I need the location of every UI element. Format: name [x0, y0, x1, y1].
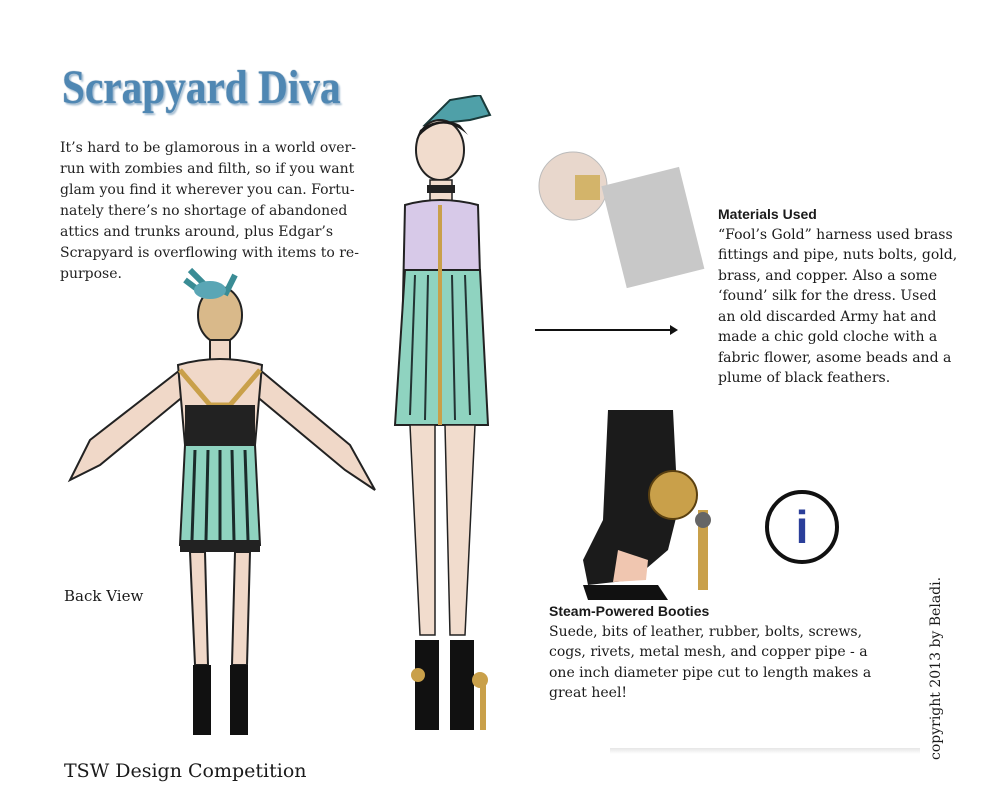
materials-body: “Fool’s Gold” harness used brass fittings and pipe, nuts bolts, gold, brass, and copper. Also a some ‘found’ silk for the dress. Used an old discarded Army hat and made a chic gold cloche with a fabric flower, asome beads and a plume of black feathers. [718, 226, 958, 386]
front-view-figure [380, 95, 530, 745]
booties-heading: Steam-Powered Booties [549, 603, 710, 619]
arrow-pointer [535, 323, 680, 337]
booties-body: Suede, bits of leather, rubber, bolts, screws, cogs, rivets, metal mesh, and copper pipe - a one inch diameter pipe cut to length makes a great heel! [549, 623, 872, 701]
intro-text: It’s hard to be glamorous in a world over-run with zombies and filth, so if you want glam you find it wherever you can. Fortu-nately there’s no shortage of abandoned attics and trunks around, plus Edgar’s Scrapyard is overflowing with items to re-purpose. [60, 140, 359, 282]
info-glyph: i [795, 501, 809, 553]
page-title: Scrapyard Diva [62, 61, 341, 114]
materials-heading: Materials Used [718, 206, 817, 222]
materials-section [718, 204, 958, 389]
materials-swatches [535, 150, 705, 290]
bootie-illustration [578, 400, 718, 605]
panel-shadow [610, 748, 920, 754]
booties-section [549, 601, 879, 704]
footer-text: TSW Design Competition [64, 760, 307, 782]
info-icon[interactable] [765, 490, 839, 564]
back-view-figure [60, 265, 390, 745]
back-view-label: Back View [64, 587, 144, 605]
copyright: copyright 2013 by Beladi. [928, 576, 944, 760]
